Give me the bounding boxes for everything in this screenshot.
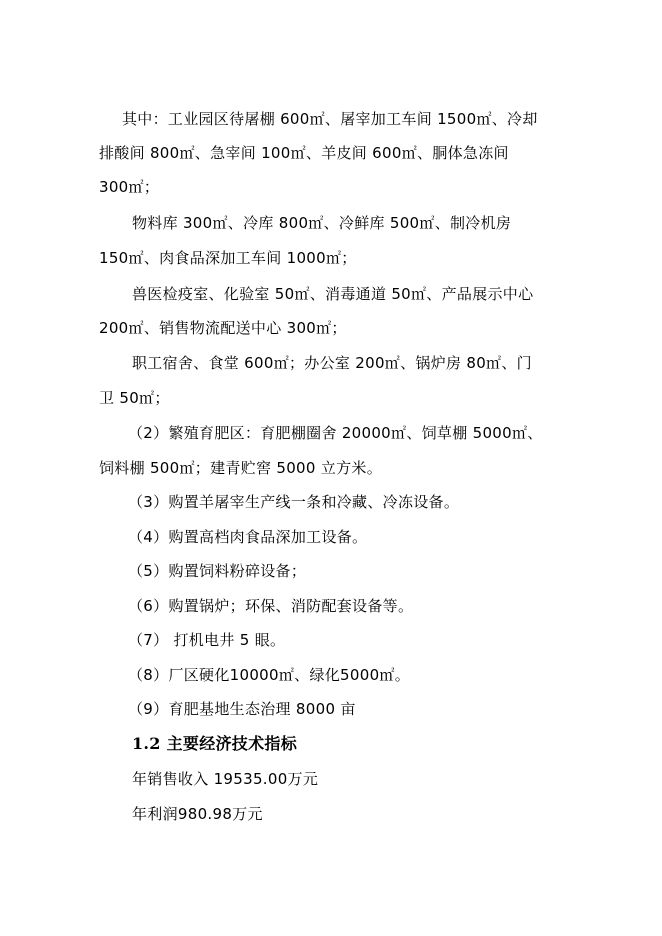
section-heading: 1.2 主要经济技术指标 xyxy=(132,734,298,753)
text-line-17: （8）厂区硬化10000㎡、绿化5000㎡。 xyxy=(128,666,411,684)
text-line-18: （9）育肥基地生态治理 8000 亩 xyxy=(128,700,356,718)
text-line-12: （3）购置羊屠宰生产线一条和冷藏、冷冻设备。 xyxy=(128,493,460,511)
text-line-11: 饲料棚 500㎡；建青贮窖 5000 立方米。 xyxy=(99,459,383,477)
text-line-8: 职工宿舍、食堂 600㎡；办公室 200㎡、锅炉房 80㎡、门 xyxy=(132,354,532,372)
text-line-9: 卫 50㎡； xyxy=(99,389,170,407)
text-line-2: 排酸间 800㎡、急宰间 100㎡、羊皮间 600㎡、胴体急冻间 xyxy=(99,144,509,162)
text-line-4: 物料库 300㎡、冷库 800㎡、冷鲜库 500㎡、制冷机房 xyxy=(132,214,512,232)
text-line-1: 其中：工业园区待屠棚 600㎡、屠宰加工车间 1500㎡、冷却 xyxy=(122,110,538,128)
text-line-10: （2）繁殖育肥区：育肥棚圈舍 20000㎡、饲草棚 5000㎡、 xyxy=(128,424,543,442)
text-line-7: 200㎡、销售物流配送中心 300㎡； xyxy=(99,319,347,337)
text-line-16: （7） 打机电井 5 眼。 xyxy=(128,631,286,649)
text-line-6: 兽医检疫室、化验室 50㎡、消毒通道 50㎡、产品展示中心 xyxy=(132,285,534,303)
text-line-13: （4）购置高档肉食品深加工设备。 xyxy=(128,528,368,546)
indicator-profit: 年利润980.98万元 xyxy=(132,805,263,823)
indicator-sales-revenue: 年销售收入 19535.00万元 xyxy=(132,770,319,788)
text-line-14: （5）购置饲料粉碎设备； xyxy=(128,562,307,580)
text-line-15: （6）购置锅炉；环保、消防配套设备等。 xyxy=(128,597,414,615)
text-line-5: 150㎡、肉食品深加工车间 1000㎡； xyxy=(99,249,357,267)
text-line-3: 300㎡； xyxy=(99,178,160,196)
